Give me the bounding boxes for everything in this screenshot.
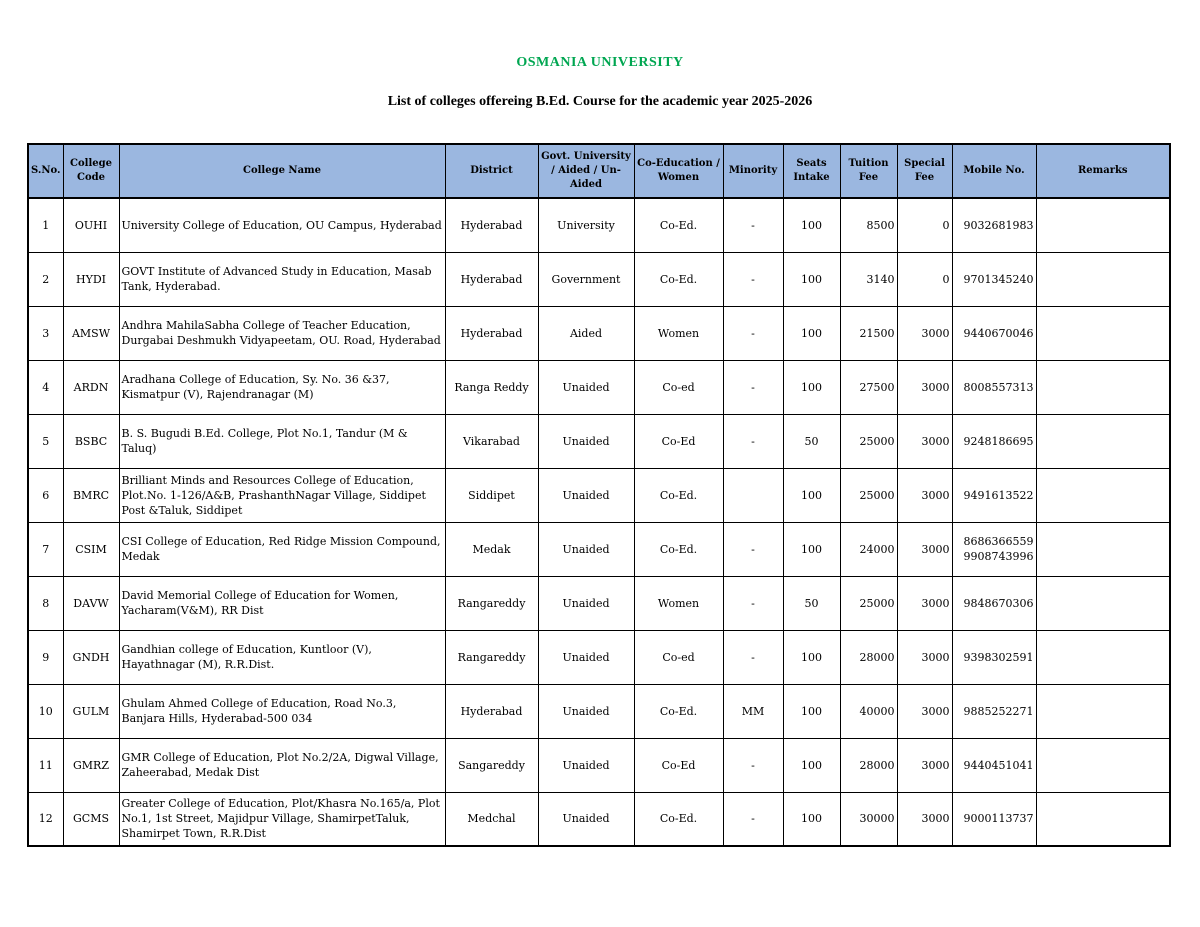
cell-tuition: 28000	[840, 630, 897, 684]
cell-code: BSBC	[63, 414, 119, 468]
cell-district: Vikarabad	[445, 414, 538, 468]
cell-type: Unaided	[538, 792, 634, 846]
cell-coed: Co-Ed.	[634, 684, 723, 738]
cell-coed: Women	[634, 306, 723, 360]
cell-special: 3000	[897, 360, 952, 414]
cell-code: BMRC	[63, 468, 119, 522]
cell-minority: -	[723, 522, 783, 576]
cell-code: GMRZ	[63, 738, 119, 792]
cell-tuition: 28000	[840, 738, 897, 792]
cell-coed: Co-Ed	[634, 414, 723, 468]
cell-special: 3000	[897, 522, 952, 576]
cell-type: Unaided	[538, 414, 634, 468]
cell-type: Unaided	[538, 630, 634, 684]
cell-type: Unaided	[538, 576, 634, 630]
cell-type: Unaided	[538, 684, 634, 738]
cell-mobile: 9848670306	[952, 576, 1036, 630]
cell-coed: Co-ed	[634, 360, 723, 414]
table-row	[28, 684, 1170, 738]
cell-seats: 100	[783, 792, 840, 846]
cell-code: ARDN	[63, 360, 119, 414]
cell-code: OUHI	[63, 198, 119, 252]
cell-coed: Co-Ed	[634, 738, 723, 792]
cell-district: Medak	[445, 522, 538, 576]
table-row	[28, 306, 1170, 360]
cell-remarks	[1036, 198, 1170, 252]
cell-coed: Co-Ed.	[634, 252, 723, 306]
cell-minority: -	[723, 306, 783, 360]
cell-district: Siddipet	[445, 468, 538, 522]
university-title: OSMANIA UNIVERSITY	[516, 55, 684, 70]
cell-coed: Co-Ed.	[634, 468, 723, 522]
col-tuition-header: Tuition Fee	[840, 144, 897, 198]
cell-code: HYDI	[63, 252, 119, 306]
col-minority-header: Minority	[723, 144, 783, 198]
cell-code: DAVW	[63, 576, 119, 630]
cell-mobile: 9248186695	[952, 414, 1036, 468]
cell-seats: 100	[783, 306, 840, 360]
cell-mobile: 9398302591	[952, 630, 1036, 684]
table-body	[28, 198, 1170, 846]
cell-coed: Co-Ed.	[634, 522, 723, 576]
cell-seats: 100	[783, 252, 840, 306]
cell-special: 0	[897, 198, 952, 252]
col-name-header: College Name	[119, 144, 445, 198]
cell-code: AMSW	[63, 306, 119, 360]
cell-code: CSIM	[63, 522, 119, 576]
cell-tuition: 24000	[840, 522, 897, 576]
cell-mobile: 8686366559 9908743996	[952, 522, 1036, 576]
cell-seats: 100	[783, 522, 840, 576]
header-row	[28, 144, 1170, 198]
cell-college-name: GMR College of Education, Plot No.2/2A, Digwal Village, Zaheerabad, Medak Dist	[119, 738, 445, 792]
cell-seats: 100	[783, 468, 840, 522]
cell-minority: MM	[723, 684, 783, 738]
cell-college-name: Andhra MahilaSabha College of Teacher Education, Durgabai Deshmukh Vidyapeetam, OU. Road, Hyderabad	[119, 306, 445, 360]
table-row	[28, 468, 1170, 522]
cell-remarks	[1036, 252, 1170, 306]
cell-seats: 50	[783, 576, 840, 630]
cell-minority: -	[723, 252, 783, 306]
col-sno-header: S.No.	[28, 144, 63, 198]
cell-college-name: David Memorial College of Education for Women, Yacharam(V&M), RR Dist	[119, 576, 445, 630]
list-title: List of colleges offereing B.Ed. Course for the academic year 2025-2026	[387, 94, 813, 109]
cell-college-name: CSI College of Education, Red Ridge Mission Compound, Medak	[119, 522, 445, 576]
cell-college-name: GOVT Institute of Advanced Study in Education, Masab Tank, Hyderabad.	[119, 252, 445, 306]
cell-code: GCMS	[63, 792, 119, 846]
col-coed-header: Co-Education / Women	[634, 144, 723, 198]
cell-type: Unaided	[538, 360, 634, 414]
cell-remarks	[1036, 414, 1170, 468]
cell-district: Hyderabad	[445, 306, 538, 360]
cell-mobile: 9885252271	[952, 684, 1036, 738]
table-row	[28, 414, 1170, 468]
cell-sno: 11	[28, 738, 63, 792]
cell-remarks	[1036, 468, 1170, 522]
cell-sno: 7	[28, 522, 63, 576]
col-remarks-header: Remarks	[1036, 144, 1170, 198]
cell-college-name: B. S. Bugudi B.Ed. College, Plot No.1, Tandur (M & Taluq)	[119, 414, 445, 468]
cell-district: Rangareddy	[445, 576, 538, 630]
cell-special: 0	[897, 252, 952, 306]
table-row	[28, 522, 1170, 576]
cell-remarks	[1036, 306, 1170, 360]
cell-minority: -	[723, 360, 783, 414]
table-row	[28, 738, 1170, 792]
cell-district: Ranga Reddy	[445, 360, 538, 414]
cell-minority: -	[723, 414, 783, 468]
cell-type: Aided	[538, 306, 634, 360]
cell-mobile: 9440670046	[952, 306, 1036, 360]
cell-type: Unaided	[538, 468, 634, 522]
cell-minority: -	[723, 198, 783, 252]
cell-college-name: Brilliant Minds and Resources College of Education, Plot.No. 1-126/A&B, PrashanthNagar Village, Siddipet Post &Taluk, Siddipet	[119, 468, 445, 522]
cell-minority: -	[723, 792, 783, 846]
cell-district: Medchal	[445, 792, 538, 846]
cell-college-name: Gandhian college of Education, Kuntloor (V), Hayathnagar (M), R.R.Dist.	[119, 630, 445, 684]
cell-tuition: 25000	[840, 468, 897, 522]
cell-sno: 2	[28, 252, 63, 306]
cell-mobile: 9032681983	[952, 198, 1036, 252]
cell-special: 3000	[897, 576, 952, 630]
cell-tuition: 3140	[840, 252, 897, 306]
cell-district: Hyderabad	[445, 198, 538, 252]
cell-minority: -	[723, 630, 783, 684]
cell-minority: -	[723, 738, 783, 792]
cell-mobile: 9701345240	[952, 252, 1036, 306]
cell-type: Unaided	[538, 738, 634, 792]
cell-seats: 100	[783, 360, 840, 414]
cell-college-name: University College of Education, OU Campus, Hyderabad	[119, 198, 445, 252]
table-row	[28, 792, 1170, 846]
cell-type: University	[538, 198, 634, 252]
cell-tuition: 25000	[840, 576, 897, 630]
cell-special: 3000	[897, 792, 952, 846]
cell-tuition: 21500	[840, 306, 897, 360]
cell-seats: 100	[783, 630, 840, 684]
cell-college-name: Ghulam Ahmed College of Education, Road No.3, Banjara Hills, Hyderabad-500 034	[119, 684, 445, 738]
cell-tuition: 40000	[840, 684, 897, 738]
cell-tuition: 25000	[840, 414, 897, 468]
cell-sno: 10	[28, 684, 63, 738]
cell-remarks	[1036, 360, 1170, 414]
cell-district: Sangareddy	[445, 738, 538, 792]
cell-sno: 6	[28, 468, 63, 522]
cell-sno: 3	[28, 306, 63, 360]
cell-code: GNDH	[63, 630, 119, 684]
cell-district: Rangareddy	[445, 630, 538, 684]
cell-minority	[723, 468, 783, 522]
col-district-header: District	[445, 144, 538, 198]
cell-sno: 1	[28, 198, 63, 252]
table-row	[28, 360, 1170, 414]
cell-tuition: 27500	[840, 360, 897, 414]
cell-mobile: 8008557313	[952, 360, 1036, 414]
col-seats-header: Seats Intake	[783, 144, 840, 198]
cell-sno: 4	[28, 360, 63, 414]
col-mobile-header: Mobile No.	[952, 144, 1036, 198]
cell-sno: 5	[28, 414, 63, 468]
cell-mobile: 9491613522	[952, 468, 1036, 522]
cell-remarks	[1036, 630, 1170, 684]
cell-sno: 8	[28, 576, 63, 630]
table-row	[28, 630, 1170, 684]
cell-special: 3000	[897, 306, 952, 360]
cell-seats: 100	[783, 738, 840, 792]
col-code-header: College Code	[63, 144, 119, 198]
cell-tuition: 30000	[840, 792, 897, 846]
colleges-table	[27, 143, 1171, 847]
cell-special: 3000	[897, 414, 952, 468]
cell-type: Government	[538, 252, 634, 306]
cell-mobile: 9440451041	[952, 738, 1036, 792]
cell-district: Hyderabad	[445, 684, 538, 738]
cell-seats: 100	[783, 198, 840, 252]
cell-type: Unaided	[538, 522, 634, 576]
cell-college-name: Aradhana College of Education, Sy. No. 36 &37, Kismatpur (V), Rajendranagar (M)	[119, 360, 445, 414]
cell-special: 3000	[897, 738, 952, 792]
cell-code: GULM	[63, 684, 119, 738]
cell-coed: Women	[634, 576, 723, 630]
cell-tuition: 8500	[840, 198, 897, 252]
cell-special: 3000	[897, 468, 952, 522]
cell-sno: 9	[28, 630, 63, 684]
cell-coed: Co-Ed.	[634, 198, 723, 252]
cell-special: 3000	[897, 630, 952, 684]
cell-sno: 12	[28, 792, 63, 846]
cell-coed: Co-Ed.	[634, 792, 723, 846]
col-special-header: Special Fee	[897, 144, 952, 198]
table-row	[28, 576, 1170, 630]
table-row	[28, 198, 1170, 252]
cell-remarks	[1036, 576, 1170, 630]
cell-special: 3000	[897, 684, 952, 738]
cell-district: Hyderabad	[445, 252, 538, 306]
col-type-header: Govt. University / Aided / Un-Aided	[538, 144, 634, 198]
cell-college-name: Greater College of Education, Plot/Khasra No.165/a, Plot No.1, 1st Street, Majidpur Village, ShamirpetTaluk, Shamirpet Town, R.R.Dist	[119, 792, 445, 846]
cell-coed: Co-ed	[634, 630, 723, 684]
cell-seats: 50	[783, 414, 840, 468]
cell-remarks	[1036, 522, 1170, 576]
cell-seats: 100	[783, 684, 840, 738]
table-row	[28, 252, 1170, 306]
cell-remarks	[1036, 792, 1170, 846]
cell-remarks	[1036, 738, 1170, 792]
cell-mobile: 9000113737	[952, 792, 1036, 846]
cell-remarks	[1036, 684, 1170, 738]
cell-minority: -	[723, 576, 783, 630]
